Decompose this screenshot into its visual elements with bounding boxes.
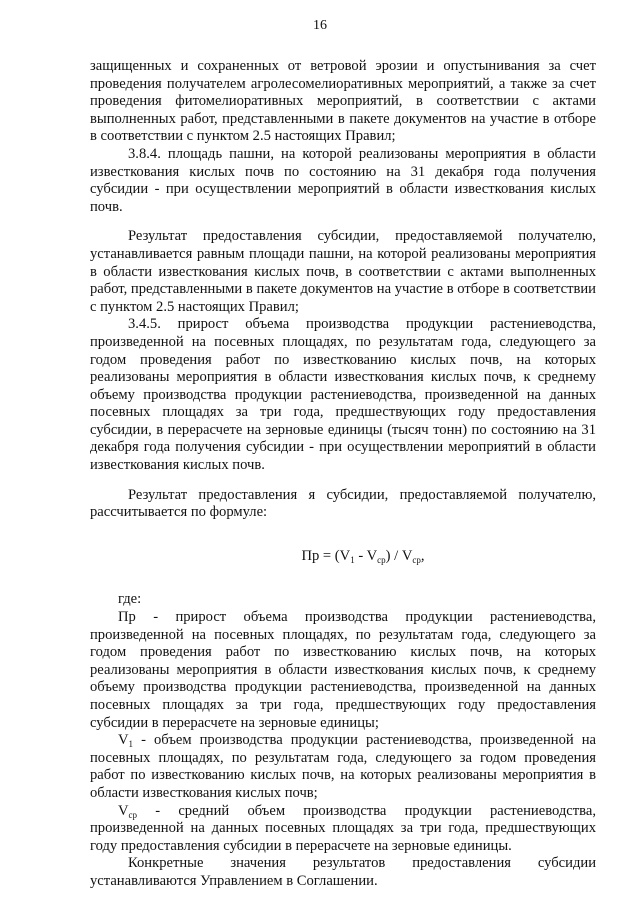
page-number: 16 <box>313 18 327 33</box>
definition-v1: $V_1$ - объем производства продукции растениеводства, произведенной на посевных площадях, по результатам года, следующего за годом проведения работ по известкованию кислых почв, на которых реализованы мероприятия в области известкования кислых почв; <box>90 732 596 801</box>
paragraph-3-4-5: 3.4.5. прирост объема производства продукции растениеводства, произведенной на посевных площадях, по результатам года, следующего за годом проведения работ по известкованию кислых почв, на которых реализованы мероприятия в области известкования кислых почв, к среднему объему производства продукции растениеводства, произведенной на данных посевных площадях за три года, предшествующих году предоставления субсидии, в перерасчете на зерновые единицы (тысяч тонн) по состоянию на 31 декабря года получения субсидии - при осуществлении мероприятий в области известкования кислых почв. <box>90 316 596 474</box>
paragraph-formula-intro: Результат предоставления я субсидии, предоставляемой получателю, рассчитывается по формуле: <box>90 486 596 521</box>
paragraph-3-8-4: 3.8.4. площадь пашни, на которой реализованы мероприятия в области известкования кислых почв по состоянию на 31 декабря года получения субсидии - при осуществлении мероприятий в области известкования кислых почв. <box>90 145 596 215</box>
definition-pr: Пр - прирост объема производства продукции растениеводства, произведенной на посевных площадях, по результатам года, следующего за годом проведения работ по известкованию кислых почв, на которых реализованы мероприятия в области известкования кислых почв, к среднему объему производства продукции растениеводства, произведенной на данных посевных площадях за три года, предшествующих году предоставления субсидии в перерасчете на зерновые единицы; <box>90 609 596 731</box>
paragraph-result: Результат предоставления субсидии, предоставляемой получателю, устанавливается равным площади пашни, на которой реализованы мероприятия в области известкования кислых почв, в соответствии с актами выполненных работ, представленными в пакете документов на участие в отборе в соответствии с пунктом 2.5 настоящих Правил; <box>90 228 596 315</box>
formula: Пр = $(V_1 - V_{ср}) / V_{ср}$, <box>301 547 425 565</box>
paragraph: защищенных и сохраненных от ветровой эрозии и опустынивания за счет проведения получателем агролесомелиоративных мероприятий, а также за счет проведения фитомелиоративных мероприятий, в соответствии с актами выполненных работ, представленными в пакете документов на участие в отборе в соответствии с пунктом 2.5 настоящих Правил; <box>90 58 596 145</box>
definition-vcp: $V_{ср}$ - средний объем производства продукции растениеводства, произведенной на данных посевных площадях за три года, предшествующих году предоставления субсидии в перерасчете на зерновые единицы. <box>90 802 596 854</box>
where-label: где: <box>118 591 142 608</box>
document-body <box>90 58 596 891</box>
paragraph-final: Конкретные значения результатов предоставления субсидии устанавливаются Управлением в Соглашении. <box>90 855 596 889</box>
